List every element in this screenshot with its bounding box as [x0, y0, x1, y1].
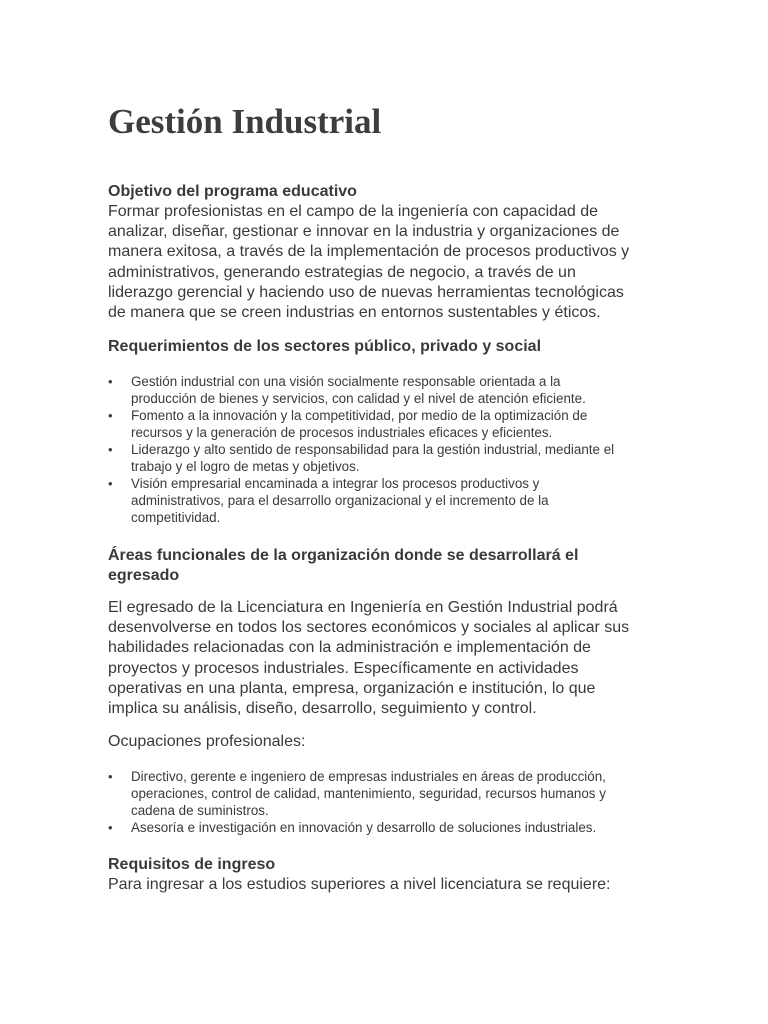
text-line: El egresado de la Licenciatura en Ingeniería en Gestión Industrial podrá [108, 599, 618, 616]
requisitos-section [108, 855, 660, 895]
requerimientos-list [108, 373, 660, 526]
list-item: • Liderazgo y alto sentido de responsabilidad para la gestión industrial, mediante el trabajo y el logro de metas y objetivos. [108, 442, 615, 474]
text-line: liderazgo gerencial y haciendo uso de nuevas herramientas tecnológicas [108, 283, 624, 301]
objetivo-text [108, 202, 660, 323]
list-item: • Fomento a la innovación y la competitividad, por medio de la optimización de recursos y la generación de procesos industriales eficaces y eficientes. [108, 408, 588, 440]
requerimientos-section [108, 337, 660, 357]
text-line: proyectos y procesos industriales. Específicamente en actividades [108, 659, 579, 677]
bullet-icon: • [108, 476, 113, 491]
text-line: Formar profesionistas en el campo de la ingeniería con capacidad de [108, 203, 599, 220]
ocupaciones-list [108, 768, 660, 836]
bullet-icon: • [108, 374, 113, 389]
bullet-icon: • [108, 769, 113, 784]
list-item: • Asesoría e investigación en innovación y desarrollo de soluciones industriales. [108, 820, 597, 835]
bullet-icon: • [108, 442, 113, 457]
objetivo-section [108, 182, 660, 323]
text-line: de manera que se creen industrias en entornos sustentables y éticos. [108, 304, 601, 322]
ocupaciones-section [108, 732, 660, 752]
bullet-icon: • [108, 408, 113, 423]
areas-heading-line: egresado [108, 567, 180, 584]
text-line: habilidades relacionadas con la administración e implementación de [108, 639, 591, 657]
text-line: manera exitosa, a través de la implementación de procesos productivos y [108, 243, 630, 261]
bullet-icon: • [108, 820, 113, 835]
text-line: implica su análisis, diseño, desarrollo, seguimiento y control. [108, 700, 537, 718]
requisitos-heading: Requisitos de ingreso [108, 856, 276, 873]
areas-text [108, 598, 660, 719]
areas-heading-line: Áreas funcionales de la organización donde se desarrollará el [108, 547, 579, 564]
areas-section [108, 546, 660, 586]
requisitos-text: Para ingresar a los estudios superiores a nivel licenciatura se requiere: [108, 876, 611, 893]
text-line: desenvolverse en todos los sectores económicos y sociales al aplicar sus [108, 619, 630, 637]
page-title: Gestión Industrial [108, 102, 382, 141]
list-item: • Directivo, gerente e ingeniero de empresas industriales en áreas de producción, operaciones, control de calidad, mantenimiento, seguridad, recursos humanos y cadena de suministros. [108, 769, 606, 818]
list-item: • Visión empresarial encaminada a integrar los procesos productivos y administrativos, para el desarrollo organizacional y el incremento de la competitividad. [108, 476, 549, 525]
ocupaciones-label: Ocupaciones profesionales: [108, 733, 306, 750]
text-line: operativas en una planta, empresa, organización e institución, lo que [108, 679, 596, 697]
objetivo-heading: Objetivo del programa educativo [108, 183, 357, 200]
text-line: administrativos, generando estrategias de negocio, a través de un [108, 263, 576, 281]
requerimientos-heading: Requerimientos de los sectores público, privado y social [108, 338, 542, 355]
list-item: • Gestión industrial con una visión socialmente responsable orientada a la producción de bienes y servicios, con calidad y el nivel de atención eficiente. [108, 374, 586, 406]
text-line: analizar, diseñar, gestionar e innovar en la industria y organizaciones de [108, 223, 620, 241]
